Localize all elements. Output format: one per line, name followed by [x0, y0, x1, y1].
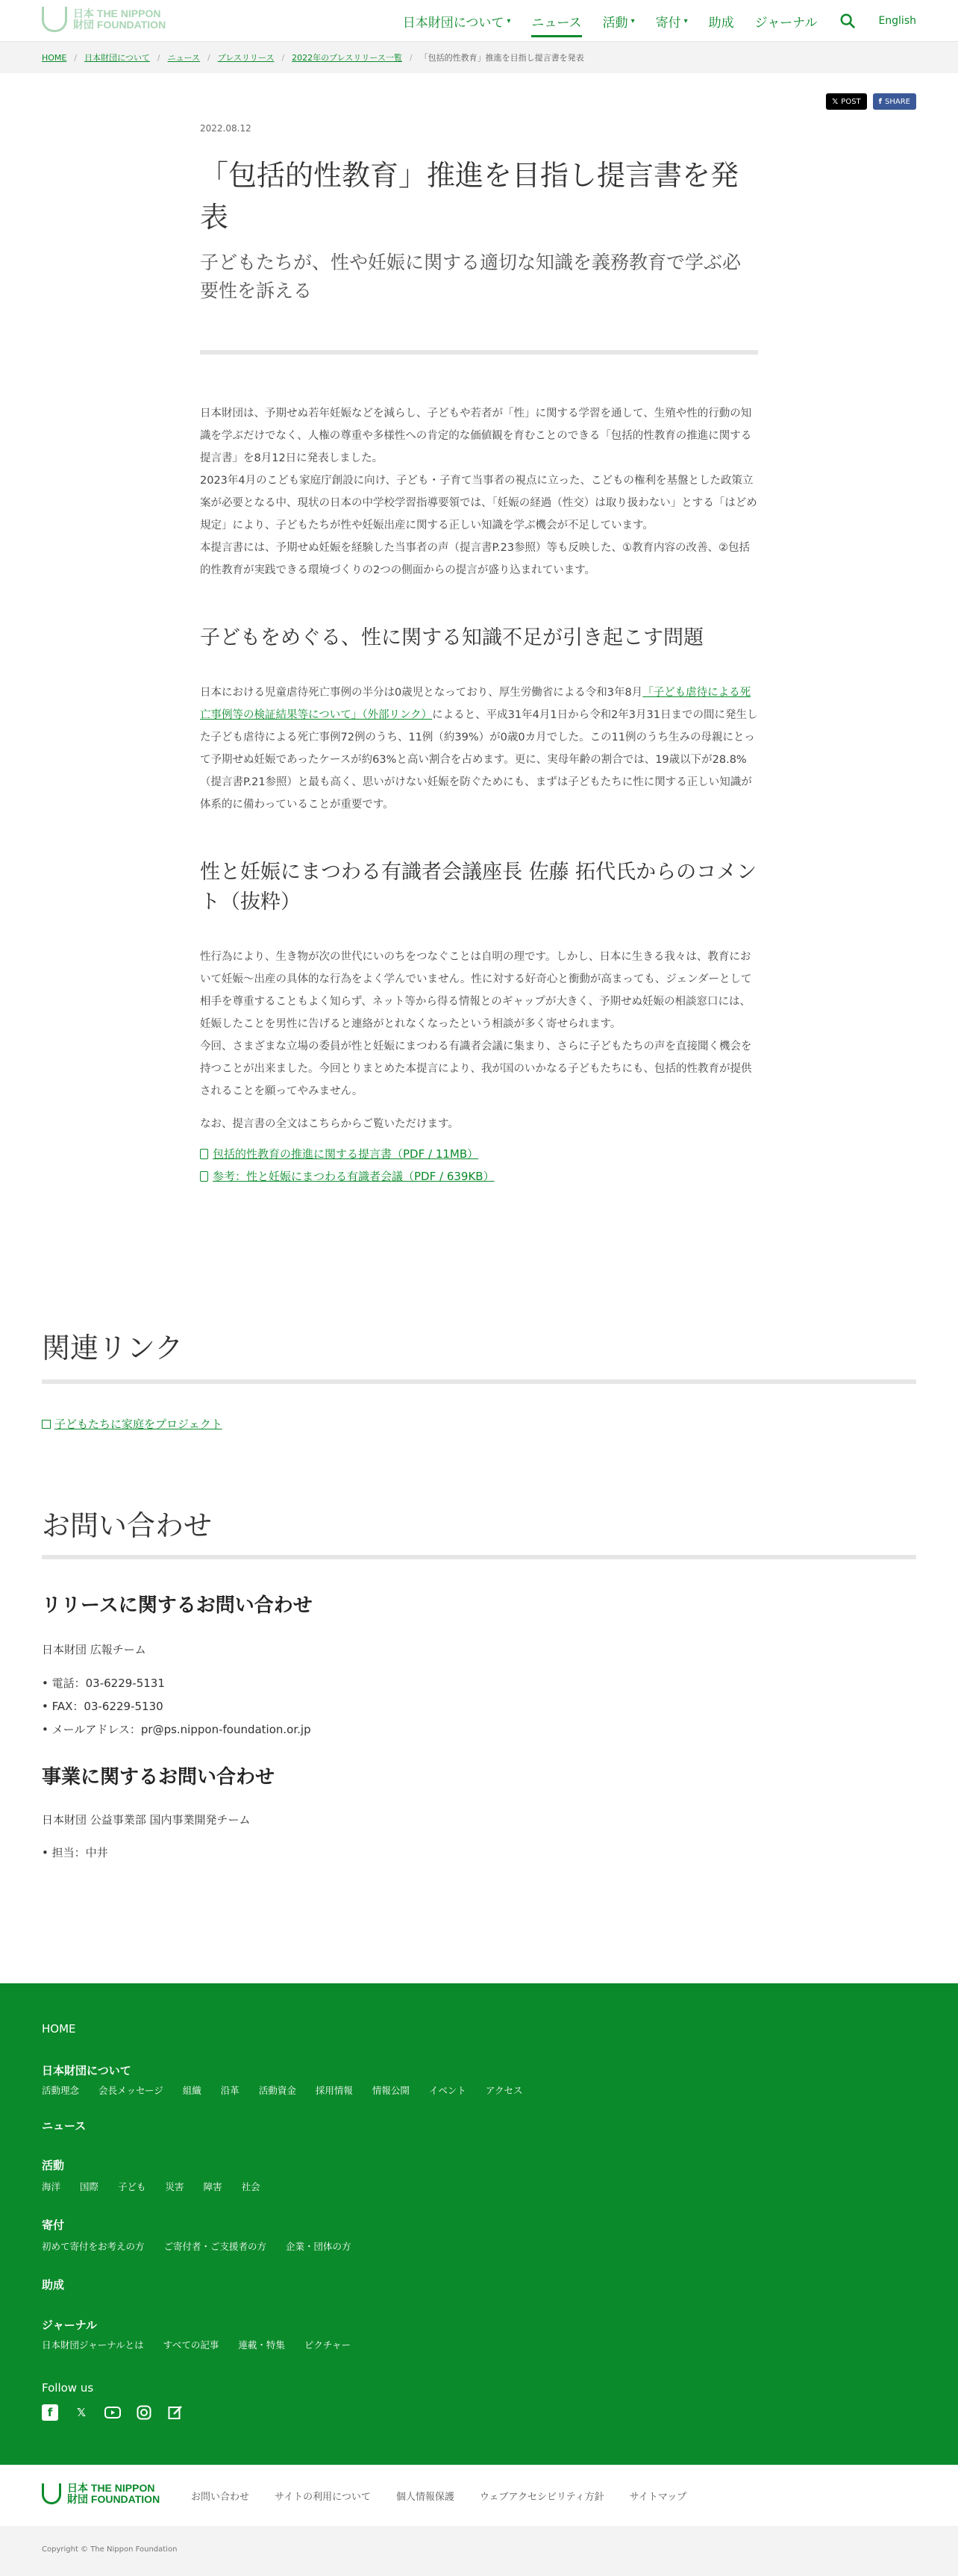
- footer-logo-line2: 財団 FOUNDATION: [67, 2493, 160, 2505]
- footer-link-contact[interactable]: お問い合わせ: [191, 2492, 250, 2503]
- footer-link[interactable]: ご寄付者・ご支援者の方: [163, 2241, 267, 2252]
- footer-link[interactable]: 初めて寄付をお考えの方: [42, 2241, 145, 2252]
- document-icon: [200, 1171, 208, 1182]
- site-logo[interactable]: [42, 4, 166, 34]
- document-links: [200, 1143, 758, 1188]
- phone: 電話：03-6229-5131: [51, 1677, 165, 1690]
- section-paragraph: 性行為により、生き物が次の世代にいのちをつなぐことは自明の理です。しかし、日本に生きる我々は、教育において妊娠〜出産の具体的な行為をよく学んでいません。性に対する好奇心と衝動が高まっても、ジェンダーとして相手を尊重することもよく知らず、ネット等から得る情報とのギャップが大きく、予期せぬ妊娠の相談窓口には、妊娠したことを男性に告げると連絡がとれなくなったという相談が多く寄せられます。: [200, 951, 752, 1030]
- business-contact-heading: 事業に関するお問い合わせ: [42, 1766, 275, 1788]
- footer-link-accessibility[interactable]: ウェブアクセシビリティ方針: [479, 2492, 604, 2503]
- breadcrumb-current: 「包括的性教育」推進を目指し提言書を発表: [419, 53, 584, 63]
- footer-cat-donate[interactable]: 寄付: [42, 2218, 65, 2232]
- fax: FAX：03-6229-5130: [51, 1700, 163, 1713]
- footer-link[interactable]: ピクチャー: [304, 2339, 351, 2351]
- footer-link[interactable]: 会長メッセージ: [98, 2085, 163, 2096]
- footer-link[interactable]: 日本財団ジャーナルとは: [42, 2339, 144, 2351]
- person-in-charge: 担当：中井: [51, 1846, 108, 1859]
- intro-paragraph: 2023年4月のこども家庭庁創設に向け、子ども・子育て当事者の視点に立った、こどもの権利を基盤とした政策立案が必要となる中、現状の日本の中学校学習指導要領では、「妊娠の経過（性交）は取り扱わない」とする「はどめ規定」により、子どもたちが性や妊娠出産に関する正しい知識を学ぶ機会が不足しています。: [200, 475, 757, 531]
- divider: [42, 1379, 916, 1384]
- footer-logo-line1: 日本 THE NIPPON: [67, 2482, 155, 2494]
- footer-link-privacy[interactable]: 個人情報保護: [395, 2492, 454, 2503]
- release-contact-heading: リリースに関するお問い合わせ: [42, 1594, 313, 1617]
- footer-link[interactable]: イベント: [428, 2085, 466, 2096]
- footer-link[interactable]: 活動資金: [258, 2085, 296, 2096]
- note-text: なお、提言書の全文はこちらからご覧いただけます。: [200, 1118, 459, 1130]
- breadcrumb-2022-list[interactable]: 2022年のプレスリリース一覧: [292, 53, 402, 63]
- footer-link[interactable]: 連載・特集: [238, 2339, 285, 2351]
- nav-activities[interactable]: 活動 ▾: [602, 15, 635, 31]
- footer-link[interactable]: 障害: [203, 2181, 222, 2192]
- facebook-share-button[interactable]: f SHARE: [873, 93, 916, 110]
- document-icon: [200, 1149, 208, 1159]
- release-team: 日本財団 広報チーム: [42, 1643, 146, 1656]
- article-subtitle: 子どもたちが、性や妊娠に関する適切な知識を義務教育で学ぶ必要性を訴える: [200, 252, 742, 302]
- pdf-link[interactable]: 参考：性と妊娠にまつわる有識者会議（PDF / 639KB）: [200, 1165, 758, 1188]
- footer-link-sitemap[interactable]: サイトマップ: [629, 2492, 687, 2503]
- caret-down-icon: ▾: [683, 16, 688, 25]
- footer-link[interactable]: 情報公開: [372, 2085, 410, 2096]
- external-link[interactable]: 「子ども虐待による死亡事例等の検証結果等について」（外部リンク）: [200, 687, 751, 721]
- x-post-button[interactable]: 𝕏 POST: [826, 93, 866, 110]
- footer-link[interactable]: 社会: [241, 2181, 260, 2192]
- footer-cat-activities[interactable]: 活動: [42, 2159, 65, 2172]
- site-header: [0, 0, 958, 42]
- breadcrumb-home[interactable]: HOME: [42, 52, 67, 63]
- instagram-icon[interactable]: [136, 2404, 152, 2421]
- footer-link[interactable]: 企業・団体の方: [286, 2241, 351, 2252]
- search-icon[interactable]: [839, 13, 856, 29]
- breadcrumb-press[interactable]: プレスリリース: [217, 53, 275, 63]
- site-footer: [0, 1983, 958, 2465]
- x-icon: 𝕏: [832, 97, 839, 106]
- footer-link[interactable]: 沿革: [220, 2085, 240, 2096]
- article-title: 「包括的性教育」推進を目指し提言書を発表: [200, 159, 739, 234]
- facebook-icon[interactable]: f: [42, 2404, 58, 2421]
- footer-home[interactable]: HOME: [42, 2022, 76, 2036]
- footer-cat-news[interactable]: ニュース: [42, 2119, 87, 2133]
- footer-link[interactable]: 国際: [80, 2181, 99, 2192]
- intro-paragraph: 日本財団は、予期せぬ若年妊娠などを減らし、子どもや若者が「性」に関する学習を通して、生殖や性的行動の知識を学ぶだけでなく、人権の尊重や多様性への肯定的な価値観を育むことのできる「包括的性教育の推進に関する提言書」を8月12日に発表しました。: [200, 408, 752, 464]
- note-icon[interactable]: [167, 2404, 184, 2421]
- nav-news[interactable]: ニュース: [531, 0, 581, 42]
- related-links-title: 関連リンク: [42, 1332, 184, 1365]
- caret-down-icon: ▾: [507, 16, 511, 25]
- footer-link[interactable]: 活動理念: [42, 2085, 80, 2096]
- language-switch[interactable]: English: [878, 15, 916, 27]
- related-link[interactable]: 子どもたちに家庭をプロジェクト: [42, 1416, 222, 1432]
- footer-link[interactable]: 災害: [165, 2181, 184, 2192]
- breadcrumb: HOME / 日本財団について / ニュース / プレスリリース / 2022年のプレスリリース一覧 / 「包括的性教育」推進を目指し提言書を発表: [0, 42, 958, 73]
- footer-links-donate: [42, 2239, 371, 2253]
- business-team: 日本財団 公益事業部 国内事業開発チーム: [42, 1813, 251, 1827]
- footer-links-about: [42, 2083, 542, 2097]
- footer-cat-journal[interactable]: ジャーナル: [42, 2318, 97, 2332]
- follow-us-label: Follow us: [42, 2381, 94, 2395]
- footer-link[interactable]: アクセス: [485, 2085, 523, 2096]
- article: [200, 123, 758, 1188]
- article-date: 2022.08.12: [200, 123, 251, 134]
- footer-link[interactable]: 組織: [182, 2085, 201, 2096]
- footer-bottom: [0, 2465, 958, 2526]
- global-nav: [382, 0, 916, 42]
- footer-link[interactable]: 海洋: [42, 2181, 61, 2192]
- foundation-logo-icon: [42, 2483, 61, 2504]
- nav-about[interactable]: 日本財団について ▾: [402, 15, 511, 31]
- footer-bottom-links: [191, 2489, 712, 2503]
- footer-cat-about[interactable]: 日本財団について: [42, 2064, 131, 2077]
- section-paragraph: 日本における児童虐待死亡事例の半分は0歳児となっており、厚生労働省による令和3年8月「子ども虐待による死亡事例等の検証結果等について」（外部リンク）によると、平成31年4月1日から令和2年3月31日までの間に発生した子ども虐待による死亡事例72例のうち、11例（約39%）が0歳0カ月でした。この11例のうち生みの母親にとって予期せぬ妊娠であったケースが約63%と高い割合を占めます。更に、実母年齢の割合では、19歳以下が28.8%（提言書P.21参照）と最も高く、思いがけない妊娠を防ぐためにも、まずは子どもたちに性に関する正しい知識が体系的に備わっていることが重要です。: [200, 687, 758, 811]
- nav-donate[interactable]: 寄付 ▾: [655, 15, 688, 31]
- copyright: Copyright © The Nippon Foundation: [0, 2526, 958, 2576]
- section-heading: 性と妊娠にまつわる有識者会議座長 佐藤 拓代氏からのコメント（抜粋）: [200, 861, 757, 914]
- footer-link[interactable]: 採用情報: [315, 2085, 353, 2096]
- foundation-logo-icon: [42, 7, 67, 32]
- intro-paragraph: 本提言書には、予期せぬ妊娠を経験した当事者の声（提言書P.23参照）等も反映した、①教育内容の改善、②包括的性教育が実践できる環境づくりの2つの側面からの提言が盛り込まれています。: [200, 542, 751, 576]
- footer-link[interactable]: すべての記事: [163, 2339, 219, 2351]
- release-contact-list: • 電話：03-6229-5131 • FAX：03-6229-5130 • メールアドレス：pr@ps.nippon-foundation.or.jp: [42, 1677, 311, 1736]
- footer-link[interactable]: 子ども: [118, 2181, 146, 2192]
- nav-journal[interactable]: ジャーナル: [754, 15, 818, 31]
- share-buttons: [820, 93, 916, 110]
- section-paragraph: 今回、さまざまな立場の委員が性と妊娠にまつわる有識者会議に集まり、さらに子どもたちの声を直接聞く機会を持つことが出来ました。今回とりまとめた本提言により、我が国のいかなる子どもたちにも、包括的性教育が提供されることを願ってやみません。: [200, 1041, 752, 1097]
- pdf-link[interactable]: 包括的性教育の推進に関する提言書（PDF / 11MB）: [200, 1143, 758, 1165]
- footer-links-journal: [42, 2338, 370, 2351]
- facebook-icon: f: [878, 97, 883, 106]
- logo-text-line1: 日本 THE NIPPON: [73, 7, 161, 19]
- divider: [200, 350, 758, 355]
- contact-title: お問い合わせ: [42, 1509, 213, 1542]
- caret-down-icon: ▾: [630, 16, 635, 25]
- footer-link-terms[interactable]: サイトの利用について: [275, 2492, 371, 2503]
- external-link-icon: [42, 1420, 51, 1429]
- footer-logo[interactable]: [42, 2483, 160, 2505]
- breadcrumb-news[interactable]: ニュース: [167, 53, 201, 63]
- x-icon[interactable]: 𝕏: [76, 2406, 87, 2419]
- breadcrumb-about[interactable]: 日本財団について: [84, 53, 150, 63]
- footer-cat-grants[interactable]: 助成: [42, 2278, 65, 2292]
- nav-grants[interactable]: 助成: [708, 15, 734, 31]
- footer-links-activities: [42, 2180, 280, 2193]
- divider: [42, 1555, 916, 1559]
- youtube-icon[interactable]: [104, 2404, 121, 2421]
- logo-text-line2: 財団 FOUNDATION: [73, 19, 166, 31]
- email: メールアドレス：pr@ps.nippon-foundation.or.jp: [51, 1723, 311, 1736]
- social-links: [42, 2404, 198, 2421]
- business-contact-list: • 担当：中井: [42, 1846, 108, 1859]
- section-heading: 子どもをめぐる、性に関する知識不足が引き起こす問題: [200, 626, 704, 649]
